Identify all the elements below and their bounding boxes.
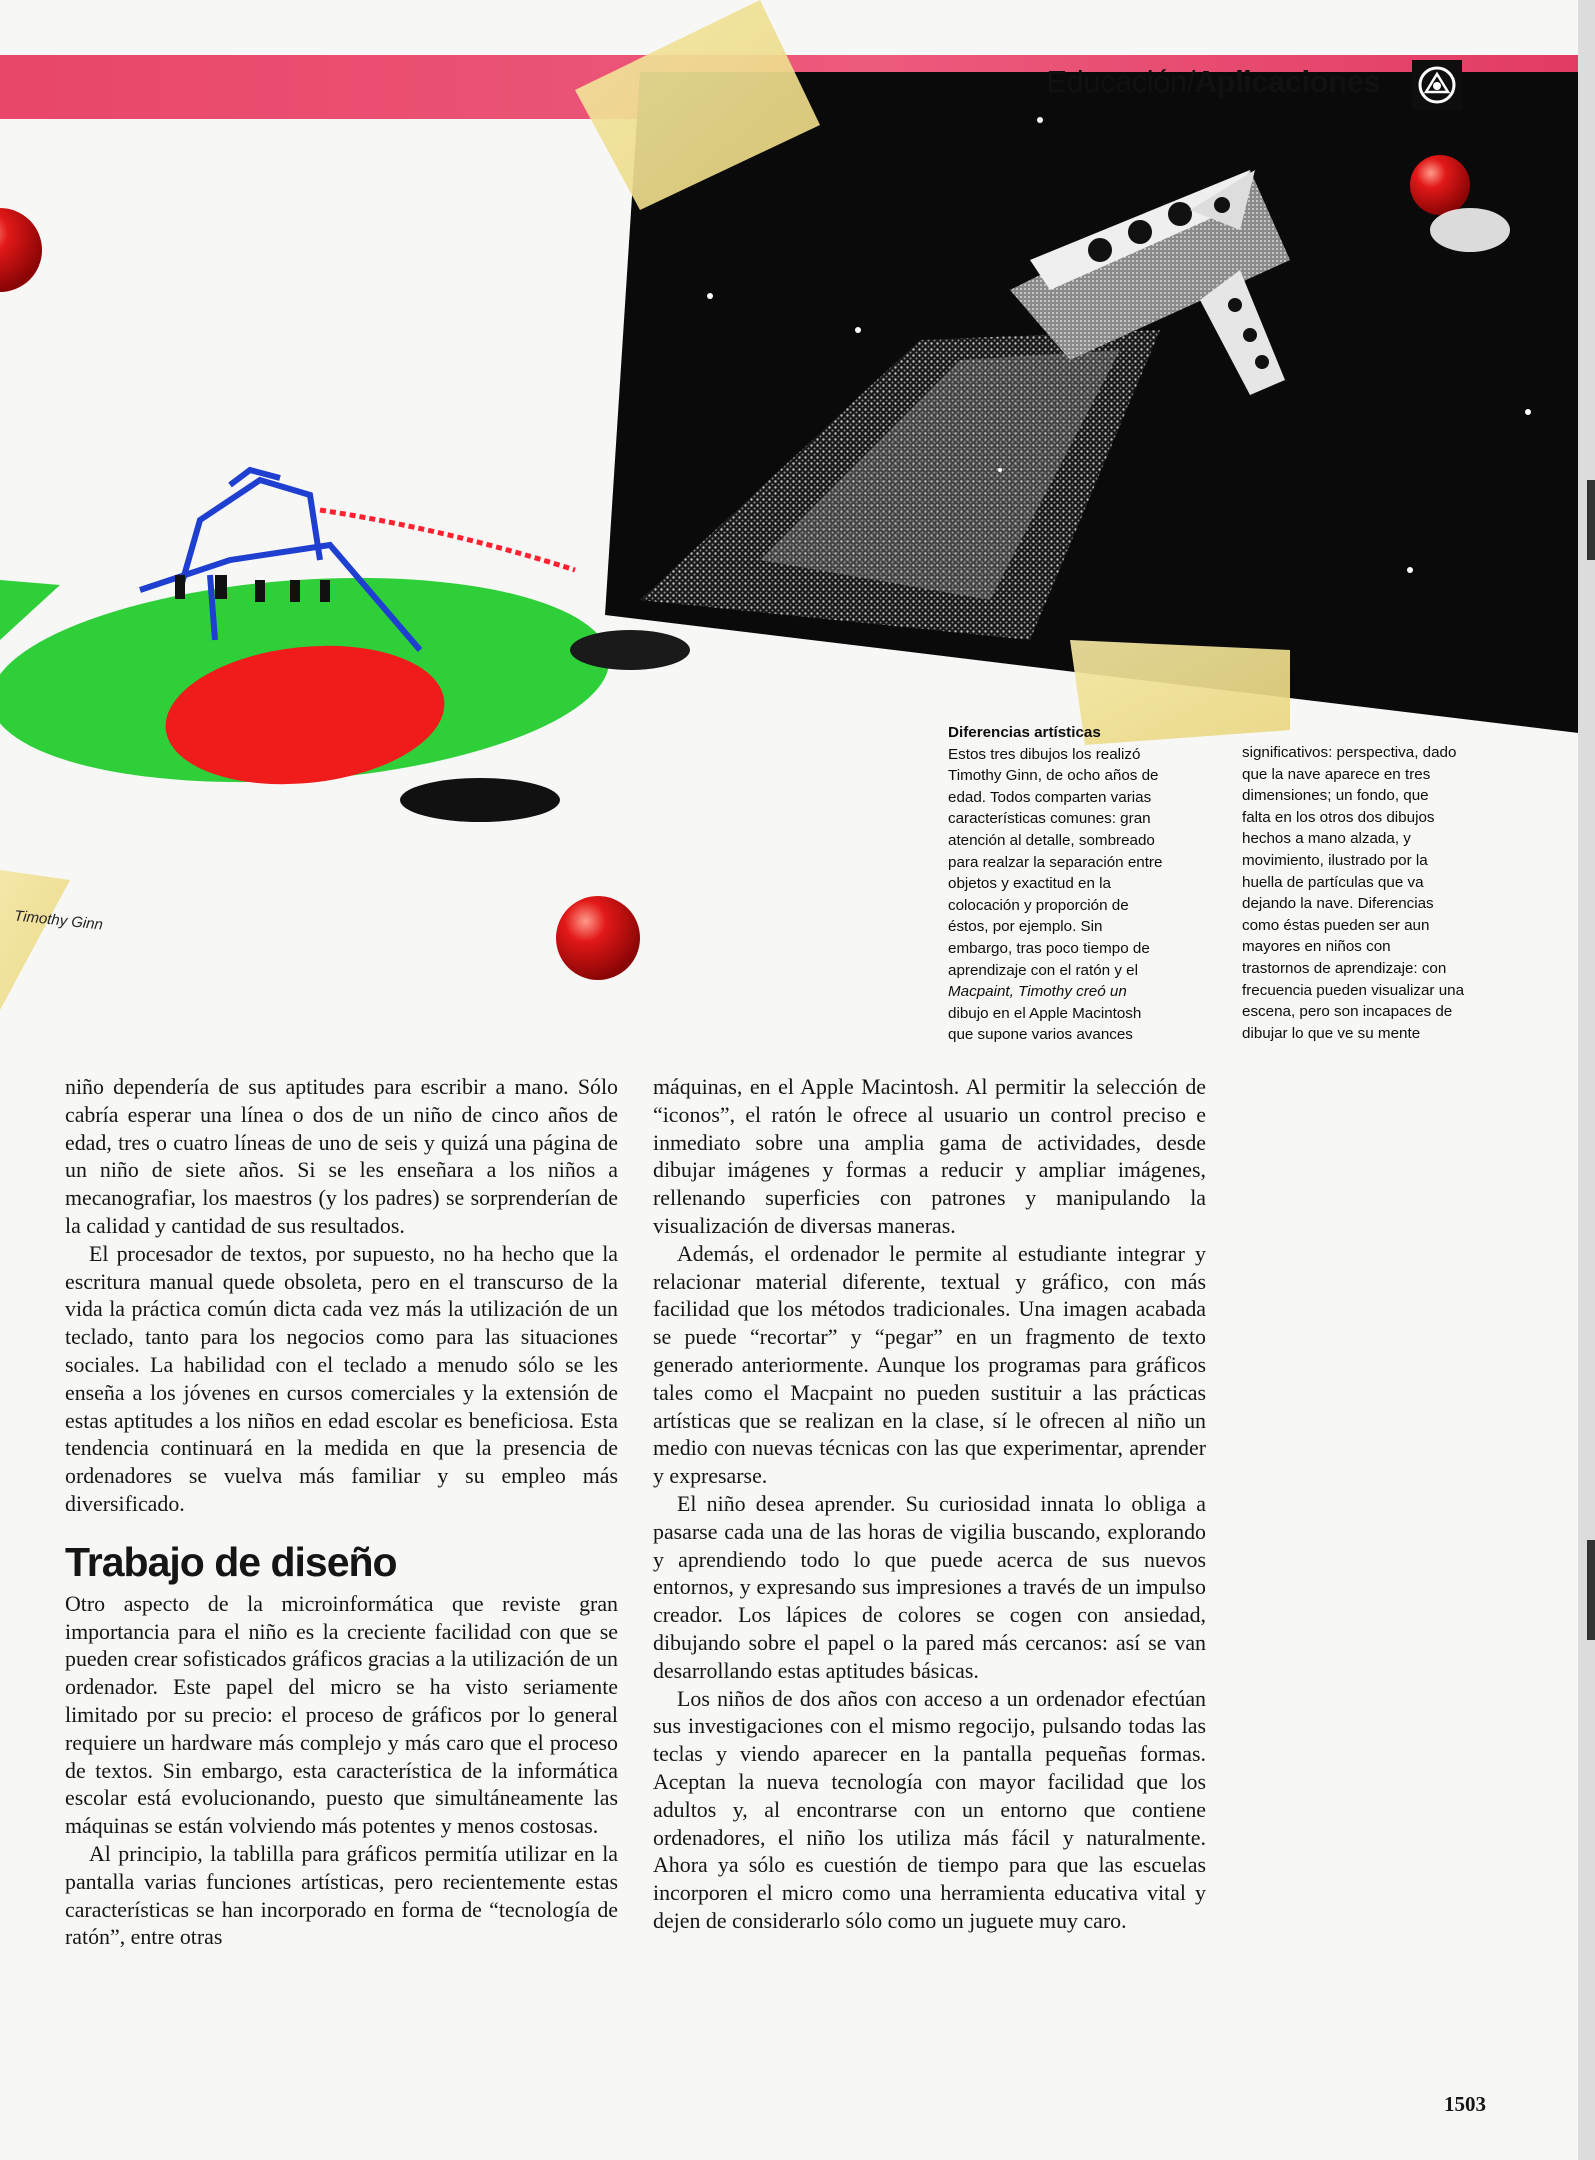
caption-line: Macpaint, Timothy creó un bbox=[948, 983, 1127, 1001]
article-column-right bbox=[653, 1073, 1206, 1935]
caption-line: trastornos de aprendizaje: con bbox=[1242, 959, 1447, 977]
caption-line: objetos y exactitud en la bbox=[948, 875, 1111, 893]
caption-line: dimensiones; un fondo, que bbox=[1242, 787, 1429, 805]
emblem-icon bbox=[1412, 60, 1462, 110]
caption-line: hechos a mano alzada, y bbox=[1242, 830, 1411, 848]
caption-line: como éstas pueden ser aun bbox=[1242, 916, 1430, 934]
caption-line: significativos: perspectiva, dado bbox=[1242, 744, 1457, 761]
caption-line: falta en los otros dos dibujos bbox=[1242, 808, 1435, 826]
caption-line: mayores en niños con bbox=[1242, 938, 1391, 956]
article-column-left bbox=[65, 1073, 618, 1951]
caption-line: embargo, tras poco tiempo de bbox=[948, 939, 1150, 957]
caption-column-1 bbox=[948, 722, 1200, 1046]
paragraph: Al principio, la tablilla para gráficos permitía utilizar en la pantalla varias funciones artísticas, pero recientemente estas características se han incorporado en forma de “tecnología de ratón”, entre otras bbox=[65, 1840, 618, 1950]
caption-line: que supone varios avances bbox=[948, 1026, 1133, 1044]
caption-line: frecuencia pueden visualizar una bbox=[1242, 981, 1465, 999]
caption-line: huella de partículas que va bbox=[1242, 873, 1424, 891]
paragraph: niño dependería de sus aptitudes para escribir a mano. Sólo cabría esperar una línea o dos de un niño de cinco años de edad, tres o cuatro líneas de uno de seis y quizá una página de un niño de siete años. Si se les enseñara a los niños a mecanografiar, los maestros (y los padres) se sorprenderían de la calidad y cantidad de sus resultados. bbox=[65, 1074, 618, 1238]
caption-line: dibujar lo que ve su mente bbox=[1242, 1024, 1421, 1042]
paragraph: Además, el ordenador le permite al estudiante integrar y relacionar material diferente, textual y gráfico, con más facilidad que los métodos tradicionales. Una imagen acabada se puede “recortar” y “pegar” en un fragmento de texto generado anteriormente. Aunque los programas para gráficos tales como el Macpaint no pueden sustituir a las prácticas artísticas que se realizan en la clase, sí le ofrecen al niño un medio con nuevas técnicas con las que experimentar, aprender y expresarse. bbox=[653, 1240, 1206, 1489]
paragraph: Otro aspecto de la microinformática que reviste gran importancia para el niño es la creciente facilidad con que se pueden crear sofisticados gráficos gracias a la utilización de un ordenador. Este papel del micro se ha visto seriamente limitado por su precio: el proceso de gráficos por lo general requiere un hardware más complejo y más caro que el proceso de textos. Sin embargo, esta característica de la informática escolar está evolucionando, puesto que simultáneamente las máquinas se están volviendo más potentes y menos costosas. bbox=[65, 1590, 618, 1839]
section-heading: Trabajo de diseño bbox=[65, 1538, 397, 1585]
child-drawing-spaceship bbox=[0, 208, 690, 980]
caption-line: colocación y proporción de bbox=[948, 896, 1129, 914]
page-number: 1503 bbox=[1444, 2092, 1486, 2116]
paragraph: El procesador de textos, por supuesto, no ha hecho que la escritura manual quede obsoleta, pero en el transcurso de la vida la práctica común dicta cada vez más la utilización de un teclado, tanto para los negocios como para las situaciones sociales. La habilidad con el teclado a menudo sólo se les enseña a los jóvenes en cursos comerciales y la extensión de estas aptitudes a los niños en edad escolar es beneficiosa. Esta tendencia continuará en la medida en que la presencia de ordenadores se vuelva más familiar y su empleo más diversificado. bbox=[65, 1240, 618, 1516]
paragraph: máquinas, en el Apple Macintosh. Al permitir la selección de “iconos”, el ratón le ofrece al usuario un control preciso e inmediato sobre una amplia gama de actividades, desde dibujar imágenes y formas a reducir y ampliar imágenes, rellenando superficies con patrones y manipulando la visualización de diversas maneras. bbox=[653, 1074, 1206, 1238]
paragraph: Los niños de dos años con acceso a un ordenador efectúan sus investigaciones con el mismo regocijo, pulsando todas las teclas y viendo aparecer en la pantalla pequeñas formas. Aceptan la nueva tecnología con mayor facilidad que los adultos y, al encontrarse con un entorno que contiene ordenadores, el niño los utiliza más fácil y naturalmente. Ahora ya sólo es cuestión de tiempo para que las escuelas incorporen el micro como una herramienta educativa vital y dejen de considerarlo sólo como un juguete muy caro. bbox=[653, 1685, 1206, 1933]
caption-line: aprendizaje con el ratón y el bbox=[948, 961, 1138, 979]
caption-line: edad. Todos comparten varias bbox=[948, 788, 1152, 806]
caption-line: que la nave aparece en tres bbox=[1242, 765, 1431, 783]
caption-column-2 bbox=[1242, 742, 1502, 1044]
caption-title: Diferencias artísticas bbox=[948, 724, 1101, 741]
caption-line: éstos, por ejemplo. Sin bbox=[948, 918, 1103, 936]
caption-line: movimiento, ilustrado por la bbox=[1242, 851, 1428, 869]
caption-line: atención al detalle, sombreado bbox=[948, 831, 1155, 849]
caption-line: escena, pero son incapaces de bbox=[1242, 1003, 1453, 1021]
caption-line: Estos tres dibujos los realizó bbox=[948, 745, 1141, 763]
section-header: Educación/Aplicaciones bbox=[1046, 64, 1380, 99]
caption-line: Timothy Ginn, de ocho años de bbox=[948, 767, 1159, 785]
tape-strip bbox=[0, 870, 70, 1010]
caption-line: características comunes: gran bbox=[948, 810, 1151, 828]
paragraph: El niño desea aprender. Su curiosidad innata lo obliga a pasarse cada una de las horas de vigilia buscando, explorando y aprendiendo todo lo que puede acerca de sus nuevos entornos, y expresando sus impresiones a través de un impulso creador. Los lápices de colores se cogen con ansiedad, dibujando sobre el papel o la pared más cercanos: así se van desarrollando estas aptitudes básicas. bbox=[653, 1490, 1206, 1683]
caption-line: dejando la nave. Diferencias bbox=[1242, 895, 1434, 913]
page-edge bbox=[1578, 0, 1595, 2160]
caption-line: dibujo en el Apple Macintosh bbox=[948, 1004, 1142, 1022]
caption-line: para realzar la separación entre bbox=[948, 853, 1163, 871]
photo-credit: Timothy Ginn bbox=[13, 907, 104, 934]
macpaint-spaceship-drawing bbox=[605, 72, 1595, 735]
